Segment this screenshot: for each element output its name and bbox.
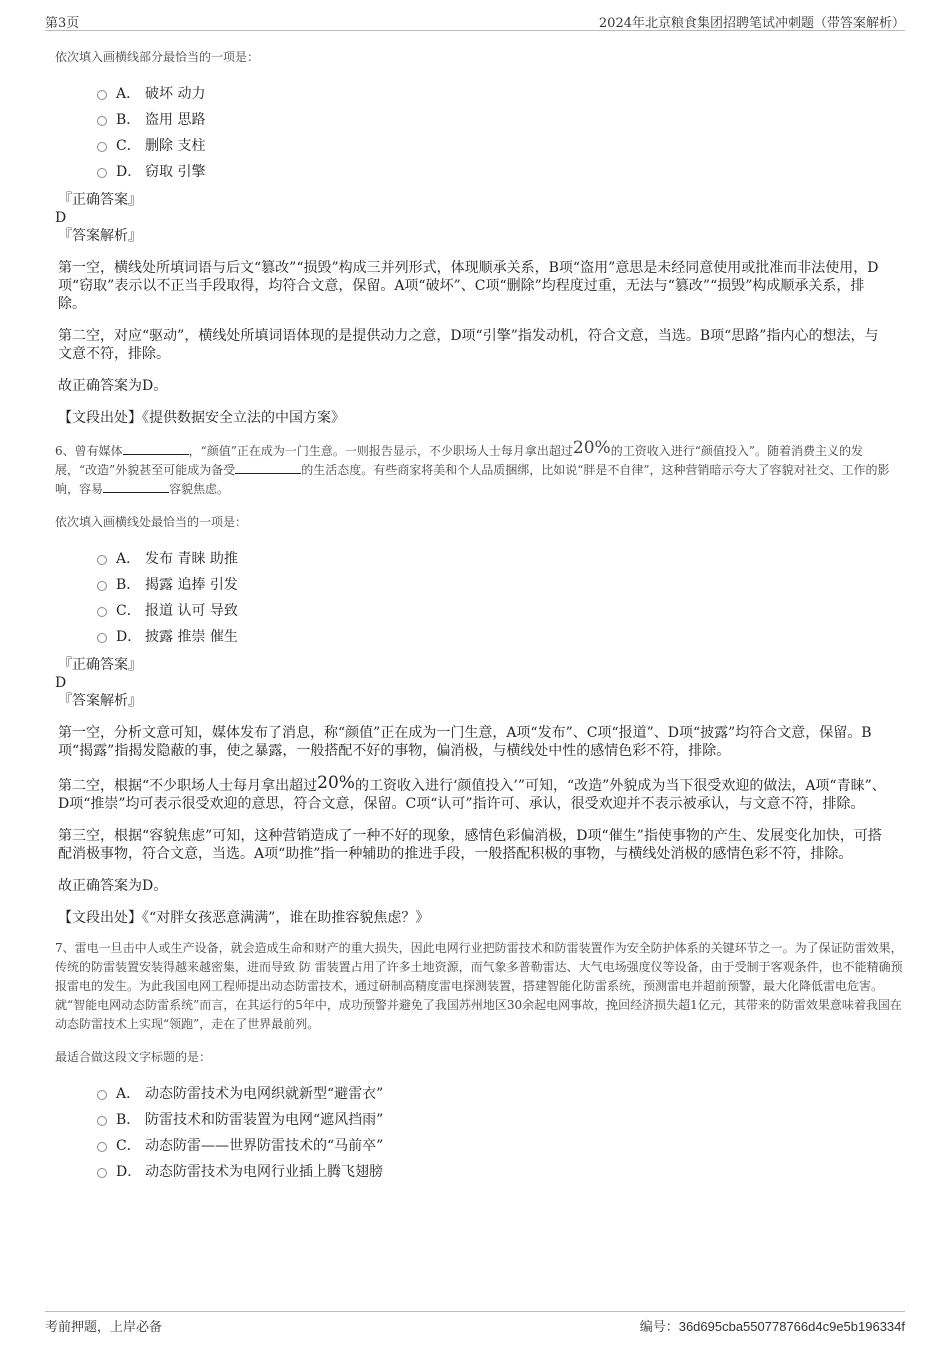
radio-icon[interactable] [97, 633, 107, 643]
document-code: 编号：36d695cba550778766d4c9e5b196334f [639, 1319, 905, 1334]
q7-option-d[interactable]: D． 动态防雷技术为电网行业插上腾飞翅膀 [97, 1159, 905, 1185]
blank-2 [235, 461, 301, 474]
radio-icon[interactable] [97, 1168, 107, 1178]
q6-analysis-label: 『答案解析』 [58, 693, 142, 709]
page-content [45, 40, 905, 1191]
q6-analysis-1: 第一空，分析文意可知，媒体发布了消息，称“颜值”正在成为一门生意，A项“发布”、C项“报道”、D项“披露”均符合文意，保留。B项“揭露”指揭发隐蔽的事，使之暴露，一般搭配不好的事物，偏消极，与横线处中性的感情色彩不符，排除。 [58, 725, 872, 759]
radio-icon[interactable] [97, 1090, 107, 1100]
q5-options [97, 81, 905, 185]
q6-stem: 6、曾有媒体 ，“颜值”正在成为一门生意。一则报告显示，不少职场人士每月拿出超过20%的工资收入进行“颜值投入”。随着消费主义的发展，“改造”外貌甚至可能成为备受 的生活态度。有些商家将美和个人品质捆绑，比如说“胖是不自律”，这种营销暗示夸大了容貌对社交、工作的影响，容易 容貌焦虑。 [55, 438, 890, 496]
q5-option-a[interactable]: A． 破坏 动力 [97, 81, 905, 107]
q6-prompt: 依次填入画横线处最恰当的一项是： [55, 515, 248, 529]
q7-option-a[interactable]: A． 动态防雷技术为电网织就新型“避雷衣” [97, 1081, 905, 1107]
page-number: 第3页 [45, 16, 80, 31]
q5-option-b[interactable]: B． 盗用 思路 [97, 107, 905, 133]
q6-answer: D [55, 675, 67, 691]
radio-icon[interactable] [97, 607, 107, 617]
q6-option-d[interactable]: D． 披露 推崇 催生 [97, 624, 905, 650]
q7-options [97, 1081, 905, 1185]
radio-icon[interactable] [97, 1116, 107, 1126]
q6-answer-label: 『正确答案』 [58, 657, 142, 673]
q6-analysis-2: 第二空，根据“不少职场人士每月拿出超过20%的工资收入进行‘颜值投入’”可知，“改造”外貌成为当下很受欢迎的做法，A项“青睐”、D项“推崇”均可表示很受欢迎的意思，符合文意，保留。C项“认可”指许可、承认，很受欢迎并不表示被承认，与文意不符，排除。 [58, 773, 886, 812]
radio-icon[interactable] [97, 168, 107, 178]
q7-prompt: 最适合做这段文字标题的是： [55, 1050, 212, 1064]
q5-answer: D [55, 210, 67, 226]
blank-1 [123, 442, 189, 455]
q6-option-b[interactable]: B． 揭露 追捧 引发 [97, 572, 905, 598]
radio-icon[interactable] [97, 1142, 107, 1152]
blank-3 [103, 480, 169, 493]
footer-slogan: 考前押题，上岸必备 [45, 1320, 163, 1335]
q5-analysis-2: 第二空，对应“驱动”，横线处所填词语体现的是提供动力之意，D项“引擎”指发动机，符合文意，当选。B项“思路”指内心的想法，与文意不符，排除。 [58, 328, 879, 362]
q6-source: 【文段出处】《“对胖女孩恶意满满”，谁在助推容貌焦虑？》 [58, 910, 430, 926]
radio-icon[interactable] [97, 90, 107, 100]
q5-option-c[interactable]: C． 删除 支柱 [97, 133, 905, 159]
q6-analysis-4: 故正确答案为D。 [58, 878, 168, 894]
page-header [45, 10, 905, 31]
radio-icon[interactable] [97, 142, 107, 152]
q7-stem: 7、雷电一旦击中人或生产设备，就会造成生命和财产的重大损失，因此电网行业把防雷技术和防雷装置作为安全防护体系的关键环节之一。为了保证防雷效果，传统的防雷装置安装得越来越密集，进而导致 防 雷装置占用了许多土地资源，而气象多普勒雷达、大气电场强度仪等设备，由于受制于客观条件，也不能精确预报雷电的发生。为此我国电网工程师提出动态防雷技术，通过研制高精度雷电探测装置，搭建智能化防雷系统，预测雷电并超前预警，最大化降低雷电危害。就“智能电网动态防雷系统”而言，在其运行的5年中，成功预警并避免了我国苏州地区30余起电网事故，挽回经济损失超1亿元，其带来的防雷效果意味着我国在动态防雷技术上实现“领跑”，走在了世界最前列。 [55, 941, 903, 1031]
q5-analysis-1: 第一空，横线处所填词语与后文“篡改”“损毁”构成三并列形式，体现顺承关系，B项“盗用”意思是未经同意使用或批准而非法使用，D项“窃取”表示以不正当手段取得，均符合文意，保留。A项“破坏”、C项“删除”均程度过重，无法与“篡改”“损毁”构成顺承关系，排除。 [58, 260, 879, 312]
q5-analysis-label: 『答案解析』 [58, 228, 142, 244]
q5-option-d[interactable]: D． 窃取 引擎 [97, 159, 905, 185]
q6-options [97, 546, 905, 650]
document-title: 2024年北京粮食集团招聘笔试冲刺题（带答案解析） [598, 16, 905, 31]
q6-option-c[interactable]: C． 报道 认可 导致 [97, 598, 905, 624]
q5-analysis-3: 故正确答案为D。 [58, 378, 168, 394]
page-footer [45, 1311, 905, 1335]
radio-icon[interactable] [97, 581, 107, 591]
q5-answer-label: 『正确答案』 [58, 192, 142, 208]
q5-source: 【文段出处】《提供数据安全立法的中国方案》 [58, 410, 345, 426]
radio-icon[interactable] [97, 555, 107, 565]
q6-analysis-3: 第三空，根据“容貌焦虑”可知，这种营销造成了一种不好的现象，感情色彩偏消极，D项“催生”指使事物的产生、发展变化加快，可搭配消极事物，符合文意，当选。A项“助推”指一种辅助的推进手段，一般搭配积极的事物，与横线处消极的感情色彩不符，排除。 [58, 828, 882, 862]
q6-option-a[interactable]: A． 发布 青睐 助推 [97, 546, 905, 572]
q5-prompt: 依次填入画横线部分最恰当的一项是： [55, 50, 260, 64]
q7-option-c[interactable]: C． 动态防雷——世界防雷技术的“马前卒” [97, 1133, 905, 1159]
radio-icon[interactable] [97, 116, 107, 126]
q7-option-b[interactable]: B． 防雷技术和防雷装置为电网“遮风挡雨” [97, 1107, 905, 1133]
